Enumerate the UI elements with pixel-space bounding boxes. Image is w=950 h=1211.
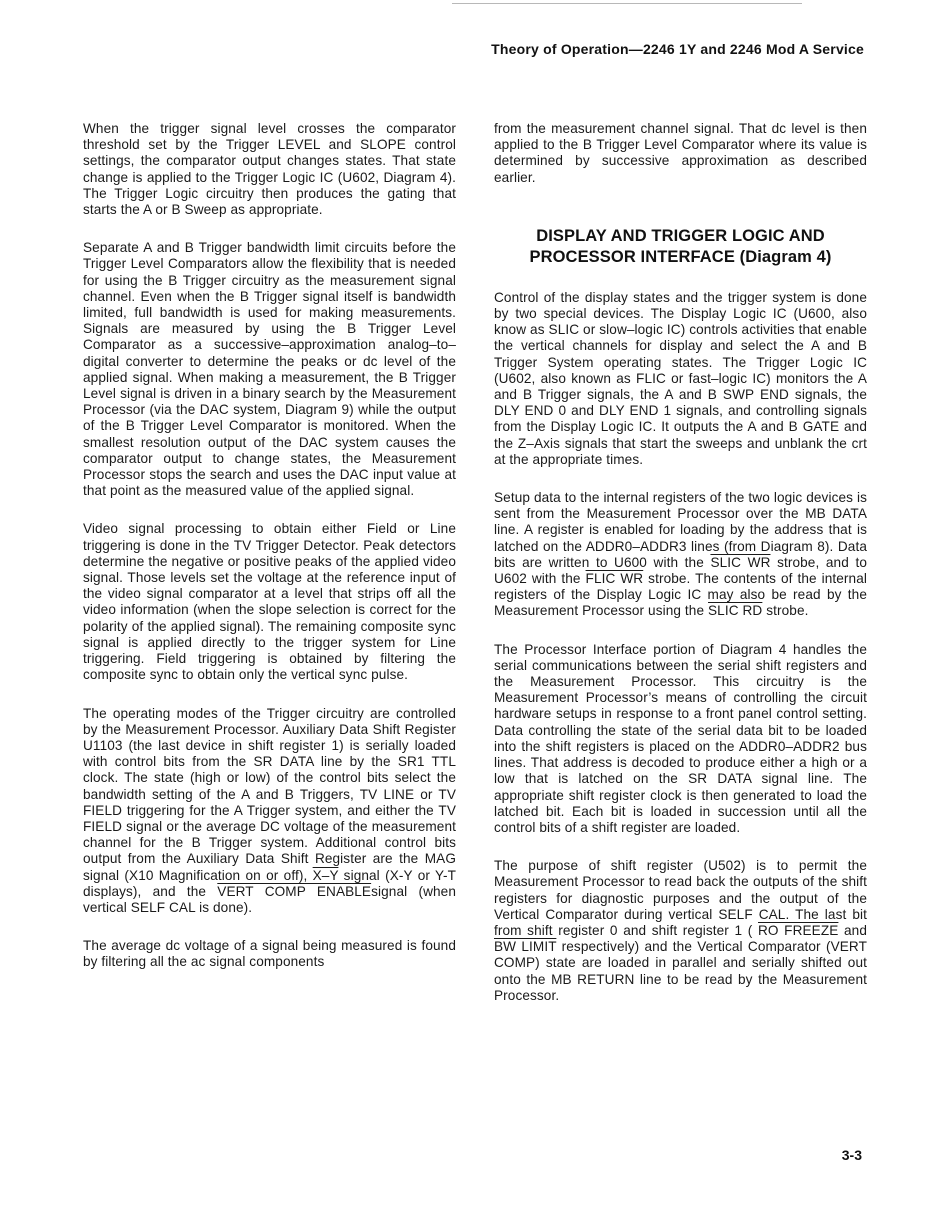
text-run: strobe. bbox=[762, 603, 809, 619]
paragraph: from the measurement channel signal. That dc level is then applied to the B Trigger Level Comparator where its value is determined by successive approximation as described earlier. bbox=[494, 121, 867, 185]
signal-name-slic-rd: SLIC RD bbox=[708, 603, 763, 619]
text-run: respectively) and the Vertical Comparator (VERT COMP) state are loaded in parallel and serially shifted out onto the MB RETURN line to be read by the Measurement Processor. bbox=[494, 939, 867, 1003]
signal-name-flic-wr: FLIC WR bbox=[585, 571, 644, 587]
signal-name-xy: X–Y bbox=[312, 867, 339, 883]
paragraph: Control of the display states and the trigger system is done by two special devices. The Display Logic IC (U600, also know as SLIC or slow–logic IC) controls activities that enable the vertical channels for display and select the A and B Trigger System operating states. The Trigger Logic IC (U602, also known as FLIC or fast–logic IC) monitors the A and B Trigger signals, the A and B SWP END signals, the DLY END 0 and DLY END 1 signals, and controlling signals from the Display Logic IC. It outputs the A and B GATE and the Z–Axis signals that start the sweeps and unblank the crt at the appropriate times. bbox=[494, 289, 867, 467]
paragraph: The average dc voltage of a signal being measured is found by filtering all the ac signal components bbox=[83, 938, 456, 970]
left-column bbox=[83, 121, 456, 993]
text-run: The operating modes of the Trigger circuitry are controlled by the Measurement Processor. Auxiliary Data Shift Register U1103 (the last device in shift register 1) is serially loaded with control bits from the SR DATA line by the SR1 TTL clock. The state (high or low) of the control bits select the bandwidth setting of the A and B Triggers, TV LINE or TV FIELD triggering for the A Trigger system, and either the TV FIELD signal or the average DC voltage of the measurement channel for the B Trigger system. Additional control bits output from the Auxiliary Data Shift Register are the MAG signal (X10 Magnification on or off), bbox=[83, 705, 456, 883]
paragraph bbox=[494, 858, 867, 1004]
paragraph: Video signal processing to obtain either Field or Line triggering is done in the TV Trigger Detector. Peak detectors determine the negative or positive peaks of the applied video signal. Those levels set the voltage at the reference input of the video signal comparator at a level that strips off all the video information (when the slope selection is correct for the polarity of the applied signal). The remaining composite sync signal is applied directly to the trigger system for Line triggering. Field triggering is obtained by filtering the composite sync to obtain only the vertical sync pulse. bbox=[83, 521, 456, 683]
paragraph: When the trigger signal level crosses the comparator threshold set by the Trigger LEVEL and SLOPE control settings, the comparator output changes states. That state change is applied to the Trigger Logic IC (U602, Diagram 4). The Trigger Logic circuitry then produces the gating that starts the A or B Sweep as appropriate. bbox=[83, 121, 456, 218]
text-run: signal (when vertical SELF CAL is done). bbox=[83, 883, 456, 915]
text-run: and bbox=[838, 922, 867, 938]
right-column bbox=[494, 121, 867, 1026]
page-header: Theory of Operation—2246 1Y and 2246 Mod A Service bbox=[491, 41, 864, 57]
text-run: The purpose of shift register (U502) is to permit the Measurement Processor to read back the outputs of the shift registers for diagnostic purposes and the output of the Vertical Comparator during vertical SELF CAL. The last bit from shift register 0 and shift register 1 ( bbox=[494, 858, 867, 938]
text-run: Setup data to the internal registers of the two logic devices is sent from the Measurement Processor over the MB DATA line. A register is enabled for loading by the address that is latched on the ADDR0–ADDR3 lines (from Diagram 8). Data bits are written to U600 with the bbox=[494, 490, 867, 570]
text-run: strobe, and to U602 with the bbox=[494, 554, 867, 587]
signal-name-vert-comp-enable: VERT COMP ENABLE bbox=[217, 883, 372, 899]
text-run: signal (X-Y or Y-T displays), and the bbox=[83, 867, 456, 899]
paragraph bbox=[494, 490, 867, 620]
top-rule bbox=[452, 3, 802, 4]
text-run: strobe. The contents of the internal registers of the Display Logic IC may also be read by the Measurement Processor using the bbox=[494, 571, 867, 619]
paragraph bbox=[83, 706, 456, 917]
section-heading: DISPLAY AND TRIGGER LOGIC AND PROCESSOR INTERFACE (Diagram 4) bbox=[529, 226, 832, 266]
signal-name-bw-limit: BW LIMIT bbox=[494, 939, 557, 955]
page-number: 3-3 bbox=[841, 1147, 862, 1163]
paragraph: The Processor Interface portion of Diagram 4 handles the serial communications between the serial shift registers and the Measurement Processor. This circuitry is the Measurement Processor’s means of controlling the circuit hardware setups in response to a front panel control setting. Data controlling the state of the serial data bit to be loaded into the shift registers is placed on the ADDR0–ADDR2 bus lines. That address is decoded to produce either a high or a low that is latched on the SR DATA signal line. The appropriate shift register clock is then generated to load the latched bit. Each bit is loaded in succession until all the control bits of a shift register are loaded. bbox=[494, 641, 867, 835]
paragraph: Separate A and B Trigger bandwidth limit circuits before the Trigger Level Comparators allow the flexibility that is needed for using the B Trigger circuitry as the measurement signal channel. Even when the B Trigger signal itself is bandwidth limited, full bandwidth is used for making measurements. Signals are measured by using the B Trigger Level Comparator as a successive–approximation analog–to–digital converter to determine the peaks or dc level of the applied signal. When making a measurement, the B Trigger Level signal is driven in a binary search by the Measurement Processor (via the DAC system, Diagram 9) while the output of the B Trigger Level Comparator is monitored. When the smallest resolution output of the DAC system causes the comparator output to change states, the Measurement Processor stops the search and uses the DAC input value at that point as the measured value of the applied signal. bbox=[83, 240, 456, 499]
signal-name-slic-wr: SLIC WR bbox=[710, 554, 771, 570]
signal-name-ro-freeze: RO FREEZE bbox=[758, 922, 839, 938]
